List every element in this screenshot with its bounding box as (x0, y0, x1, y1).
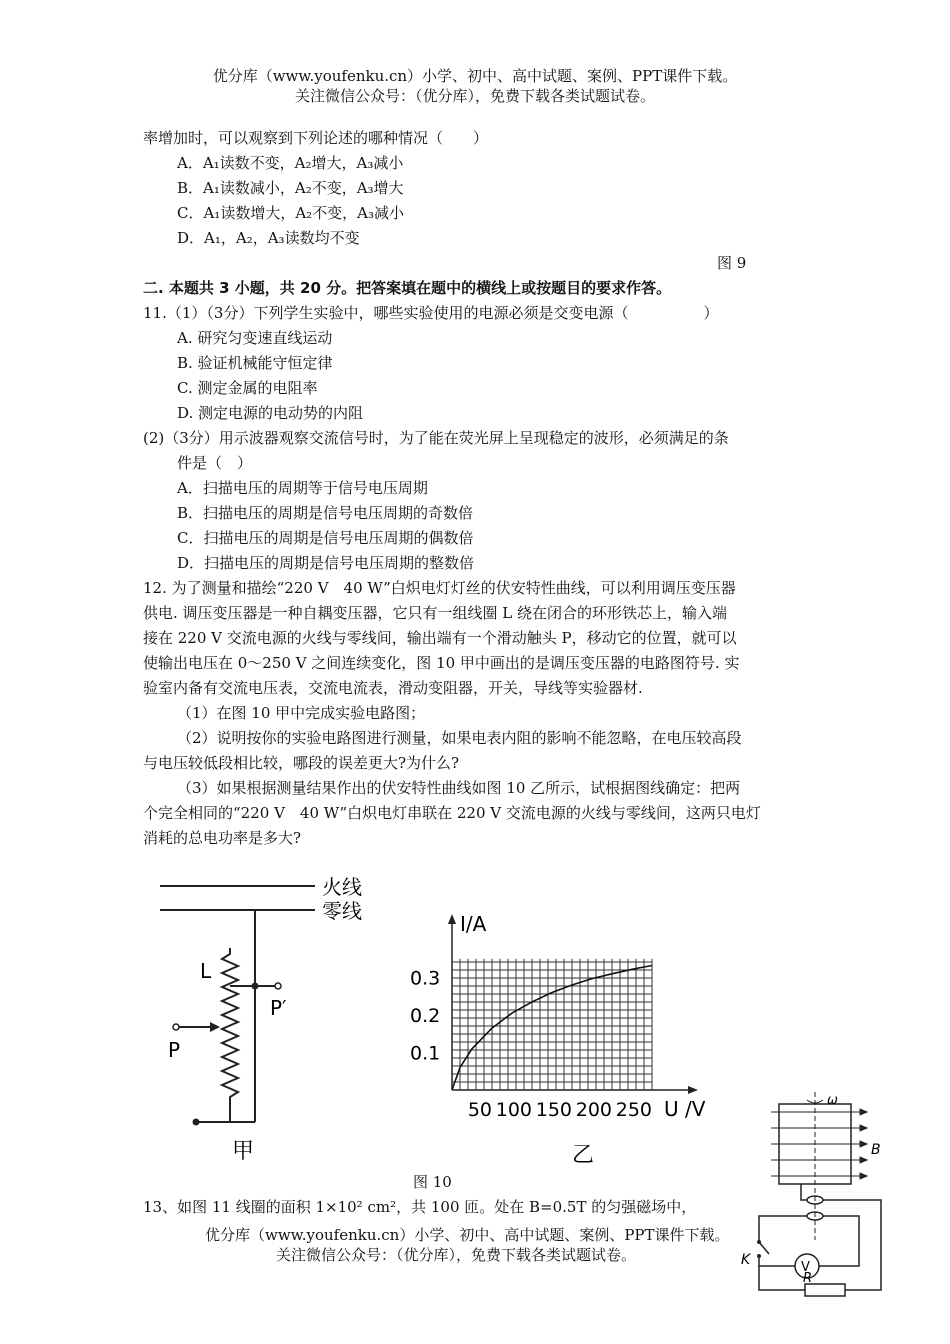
x-tick-label: 150 (535, 1099, 572, 1121)
live-wire-label: 火线 (322, 875, 362, 899)
chart-ticks (410, 968, 652, 1122)
y-axis-label: I/A (460, 912, 487, 936)
q11-part1-option-c: C. 测定金属的电阻率 (177, 379, 318, 397)
figure-10a-label: 甲 (232, 1139, 255, 1164)
coil-label: L (200, 959, 212, 983)
q11-part1-stem: 11.（1）（3分）下列学生实验中，哪些实验使用的电源必须是交变电源（ ） (143, 304, 719, 322)
magnetic-field-lines (771, 1109, 867, 1179)
coil-symbol (222, 948, 238, 1122)
y-axis-arrow (448, 914, 456, 924)
y-tick-label: 0.3 (410, 967, 441, 990)
q12-stem-line4: 使输出电压在 0～250 V 之间连续变化，图 10 甲中画出的是调压变压器的电路图符号. 实 (143, 654, 740, 672)
slider-label: P (168, 1038, 181, 1062)
q11-part2-stem-line1: (2)（3分）用示波器观察交流信号时，为了能在荧光屏上呈现稳定的波形，必须满足的条 (143, 429, 729, 447)
slider-arrow (210, 1022, 220, 1032)
q11-part2-option-a: A．扫描电压的周期等于信号电压周期 (177, 479, 428, 497)
q12-stem-line1: 12. 为了测量和描绘“220 V 40 W”白炽电灯灯丝的伏安特性曲线，可以利用调压变压器 (143, 579, 736, 597)
section-2-heading: 二. 本题共 3 小题，共 20 分。把答案填在题中的横线上或按题目的要求作答。 (143, 279, 672, 297)
q12-sub3-line3: 消耗的总电功率是多大? (143, 829, 302, 847)
q11-part2-option-b: B．扫描电压的周期是信号电压周期的奇数倍 (177, 504, 474, 522)
q13-stem-line1: 13、如图 11 线圈的面积 1×10² cm²，共 100 匝。处在 B=0.5T 的匀强磁场中， (143, 1198, 697, 1216)
y-tick-label: 0.1 (410, 1042, 441, 1065)
q12-sub3-line1: （3）如果根据测量结果作出的伏安特性曲线如图 10 乙所示，试根据图线确定：把两 (177, 779, 741, 797)
q12-stem-line2: 供电. 调压变压器是一种自耦变压器，它只有一组线圈 L 绕在闭合的环形铁芯上，输入端 (143, 604, 728, 622)
omega-label: ω (827, 1093, 838, 1108)
voltmeter-label: V (801, 1260, 810, 1275)
q11-part1-option-b: B. 验证机械能守恒定律 (177, 354, 333, 372)
x-tick-label: 250 (615, 1099, 652, 1121)
figure-10b-label: 乙 (572, 1143, 595, 1168)
header-line-1: 优分库（www.youfenku.cn）小学、初中、高中试题、案例、PPT课件下载。 (212, 67, 738, 85)
figure-10-caption: 图 10 (413, 1173, 452, 1191)
q12-stem-line5: 验室内备有交流电压表，交流电流表，滑动变阻器，开关，导线等实验器材. (143, 679, 643, 697)
q11-part1-option-d: D. 测定电源的电动势的内阻 (177, 404, 364, 422)
slider-terminal (173, 1024, 179, 1030)
q12-stem-line3: 接在 220 V 交流电源的火线与零线间，输出端有一个滑动触头 P，移动它的位置，就可以 (143, 629, 737, 647)
chart-axes (448, 912, 706, 1121)
footer-line-1: 优分库（www.youfenku.cn）小学、初中、高中试题、案例、PPT课件下载。 (205, 1226, 730, 1244)
output-terminal (275, 983, 281, 989)
x-tick-label: 200 (575, 1099, 612, 1121)
neutral-wire-label: 零线 (322, 899, 362, 923)
switch-label: K (741, 1252, 751, 1268)
header-line-2: 关注微信公众号：（优分库），免费下载各类试题试卷。 (294, 87, 655, 105)
q12-sub1: （1）在图 10 甲中完成实验电路图； (177, 704, 426, 722)
x-tick-label: 50 (467, 1099, 492, 1121)
q12-sub3-line2: 个完全相同的“220 V 40 W”白炽电灯串联在 220 V 交流电源的火线与零线间，这两只电灯 (143, 804, 761, 822)
figure-10-iu-graph (400, 905, 710, 1175)
q12-sub2-line2: 与电压较低段相比较，哪段的误差更大?为什么? (143, 754, 460, 772)
chart-series (452, 966, 652, 1091)
resistor-label: R (803, 1271, 813, 1286)
x-axis-label: U /V (664, 1097, 706, 1121)
iu-curve (452, 966, 652, 1091)
q10-option-d: D．A₁，A₂，A₃读数均不变 (177, 229, 360, 247)
q11-part2-option-c: C．扫描电压的周期是信号电压周期的偶数倍 (177, 529, 474, 547)
external-circuit (759, 1184, 881, 1290)
q11-part1-option-a: A. 研究匀变速直线运动 (177, 329, 333, 347)
y-tick-label: 0.2 (410, 1005, 441, 1027)
figure-9-label: 图 9 (717, 254, 747, 272)
q10-option-b: B．A₁读数减小，A₂不变，A₃增大 (177, 179, 404, 197)
q12-sub2-line1: （2）说明按你的实验电路图进行测量，如果电表内阻的影响不能忽略，在电压较高段 (177, 729, 742, 747)
field-b-label: B (871, 1142, 881, 1158)
bottom-terminal (193, 1119, 200, 1126)
x-tick-label: 100 (495, 1099, 532, 1121)
chart-grid (452, 959, 652, 1090)
q10-option-a: A．A₁读数不变，A₂增大，A₃减小 (177, 154, 404, 172)
figure-10-circuit (150, 866, 380, 1166)
x-axis-arrow (688, 1086, 698, 1094)
figure-11-generator (735, 1090, 890, 1310)
q11-part2-stem-line2: 件是（ ） (177, 454, 253, 472)
output-terminal-label: P′ (270, 996, 287, 1020)
footer-line-2: 关注微信公众号：（优分库），免费下载各类试题试卷。 (276, 1246, 637, 1264)
q10-option-c: C．A₁读数增大，A₂不变，A₃减小 (177, 204, 405, 222)
q11-part2-option-d: D．扫描电压的周期是信号电压周期的整数倍 (177, 554, 475, 572)
q10-stem-tail: 率增加时，可以观察到下列论述的哪种情况（ ） (143, 129, 489, 147)
